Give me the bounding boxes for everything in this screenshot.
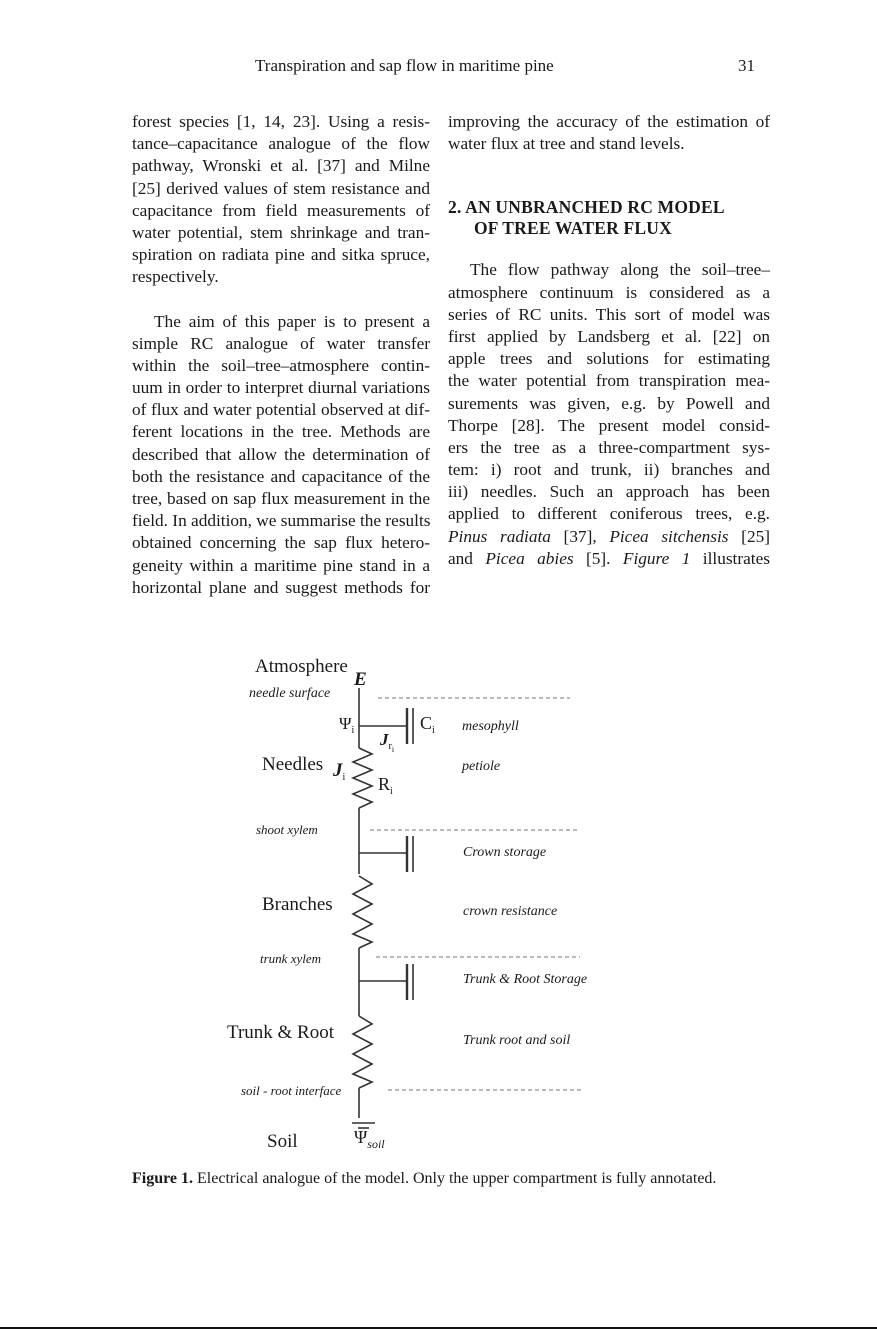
psi-i-subscript: i: [351, 725, 355, 736]
figure-caption: [132, 1170, 716, 1188]
text-line: first applied by Landsberg et al. [22] on: [448, 326, 770, 346]
label-atmosphere: Atmosphere: [255, 656, 348, 677]
right-column: [448, 111, 770, 570]
species-line: [448, 526, 770, 548]
paragraph-aim: [132, 311, 430, 599]
label-soil-root-interface: soil - root interface: [241, 1083, 342, 1098]
label-branches: Branches: [262, 894, 333, 915]
species-picea-sitchensis: Picea sitchensis: [609, 526, 729, 546]
label-psi-soil: [354, 1127, 385, 1152]
text-line: of flux and water potential observed at dif-: [132, 400, 430, 420]
label-trunk-xylem: trunk xylem: [260, 951, 322, 966]
text-line: spiration on radiata pine and sitka spruce,: [132, 245, 430, 265]
label-psi-i: [339, 714, 354, 736]
ji-symbol: J: [333, 760, 343, 781]
text-line: iii) needles. Such an approach has been: [448, 482, 770, 502]
text-line: within the soil–tree–atmosphere contin-: [132, 355, 430, 375]
paragraph-model: [448, 259, 770, 525]
text-line: Thorpe [28]. The present model consid-: [448, 415, 770, 435]
label-transpiration-E: E: [354, 669, 367, 690]
label-needle-surface: needle surface: [249, 686, 331, 701]
left-column: [132, 111, 430, 599]
section-title-line1: AN UNBRANCHED RC MODEL: [465, 197, 725, 218]
ji-subscript: i: [342, 772, 346, 783]
section-number: 2.: [448, 197, 462, 218]
text-line: tree, based on sap flux measurement in the: [132, 489, 430, 508]
text-line: apple trees and solutions for estimating: [448, 349, 770, 369]
text-line: The flow pathway along the soil–tree–: [470, 260, 770, 280]
last-line: [448, 548, 770, 570]
running-head: Transpiration and sap flow in maritime pine: [255, 56, 554, 75]
ri-subscript: i: [390, 786, 393, 797]
text-line: the water potential from transpiration mea-: [448, 371, 770, 391]
jr-subscript: r: [388, 741, 392, 752]
text-line: tem: i) root and trunk, ii) branches and: [448, 460, 770, 480]
label-mesophyll: mesophyll: [462, 719, 519, 734]
text-line: improving the accuracy of the estimation of: [448, 112, 770, 131]
psi-soil-subscript: soil: [367, 1137, 385, 1151]
text-line: applied to different coniferous trees, e.g.: [448, 504, 770, 524]
text-line: capacitance from field measurements of: [132, 200, 430, 220]
text-line: geneity within a maritime pine stand in a: [132, 555, 430, 575]
text-line: series of RC units. This sort of model was: [448, 304, 770, 324]
ri-symbol: R: [378, 774, 391, 794]
psi-soil-symbol: Ψ: [354, 1127, 368, 1147]
label-trunk-root: Trunk & Root: [227, 1022, 334, 1043]
label-soil: Soil: [267, 1131, 298, 1152]
text-line: surements was given, e.g. by Powell and: [448, 393, 770, 413]
text-line: water flux at tree and stand levels.: [448, 134, 685, 154]
label-trunk-root-storage: Trunk & Root Storage: [463, 972, 588, 987]
page-number: 31: [738, 56, 755, 75]
label-petiole: petiole: [462, 759, 501, 774]
text-line: water potential, stem shrinkage and tran-: [132, 222, 430, 242]
label-shoot-xylem: shoot xylem: [256, 822, 318, 837]
paragraph-intro-end: [132, 111, 430, 289]
caption-label: Figure 1.: [132, 1170, 194, 1187]
ref-25: [25]: [728, 526, 770, 546]
species-pinus-radiata: Pinus radiata: [448, 526, 551, 546]
ci-subscript: i: [432, 725, 435, 736]
circuit-svg: [0, 640, 877, 1150]
text-line: horizontal plane and suggest methods for: [132, 577, 430, 597]
text-line: pathway, Wronski et al. [37] and Milne: [132, 156, 430, 176]
text-illustrates: illustrates: [690, 548, 770, 568]
text-line: tance–capacitance analogue of the flow: [132, 134, 430, 154]
text-line: described that allow the determination of: [132, 444, 430, 464]
text-and: and: [448, 548, 486, 568]
label-trunk-root-soil: Trunk root and soil: [463, 1033, 571, 1048]
section-title-line2: OF TREE WATER FLUX: [474, 218, 672, 239]
label-crown-resistance: crown resistance: [463, 904, 558, 919]
label-needles: Needles: [262, 754, 324, 775]
resistor-ri: [353, 748, 372, 808]
label-capacitance-ci: [420, 713, 435, 736]
jr-symbol: J: [380, 730, 389, 749]
label-jr-i: [380, 730, 394, 754]
text-line: [25] derived values of stem resistance and: [132, 178, 430, 198]
paragraph-intro-continued: [448, 111, 770, 155]
text-line: obtained concerning the sap flux hetero-: [132, 533, 430, 553]
text-line: forest species [1, 14, 23]. Using a resis-: [132, 112, 430, 131]
section-heading: [448, 197, 770, 239]
label-resistance-ri: [378, 774, 393, 797]
caption-text: Electrical analogue of the model. Only the upper compartment is fully annotated.: [193, 1170, 717, 1187]
psi-symbol: Ψ: [339, 714, 352, 733]
jr-subsubscript: i: [391, 745, 395, 754]
figure-1-circuit-diagram: [0, 640, 877, 1150]
ci-symbol: C: [420, 713, 433, 733]
species-picea-abies: Picea abies: [485, 548, 574, 568]
text-line: field. In addition, we summarise the results: [132, 511, 431, 531]
ref-5: [5].: [573, 548, 623, 568]
figure-1-reference[interactable]: Figure 1: [622, 548, 691, 568]
text-line: simple RC analogue of water transfer: [132, 333, 430, 353]
ref-37: [37],: [550, 526, 610, 546]
label-flux-ji: [333, 760, 345, 783]
text-line: atmosphere continuum is considered as a: [448, 282, 770, 302]
text-line: ers the tree as a three-compartment sys-: [448, 437, 770, 457]
label-crown-storage: Crown storage: [463, 845, 547, 860]
text-line: uum in order to interpret diurnal variations: [132, 378, 430, 398]
text-line: respectively.: [132, 267, 219, 287]
text-line: The aim of this paper is to present a: [154, 311, 430, 331]
text-line: both the resistance and capacitance of the: [132, 466, 430, 486]
text-line: ferent locations in the tree. Methods are: [132, 422, 430, 442]
